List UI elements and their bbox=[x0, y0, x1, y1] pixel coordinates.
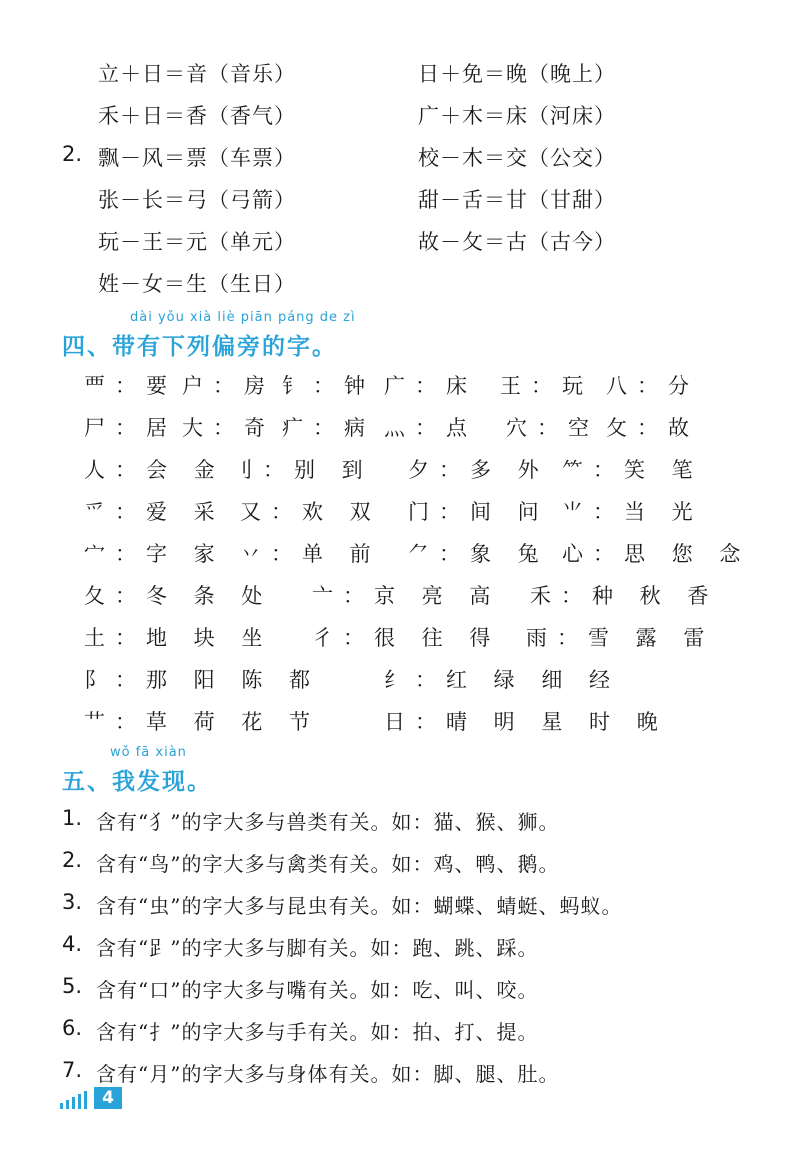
equation: 飘－风＝票（车票） bbox=[98, 146, 296, 170]
equation: 玩－王＝元（单元） bbox=[98, 230, 296, 254]
radical-entry: 夂：冬 条 处 bbox=[84, 584, 273, 608]
equation: 立＋日＝音（音乐） bbox=[98, 62, 296, 86]
radical-entry: 又：欢 双 bbox=[240, 500, 381, 524]
radical-entry: 丷：单 前 bbox=[240, 542, 381, 566]
radical-entry: 彳：很 往 得 bbox=[312, 626, 501, 650]
equation: 禾＋日＝香（香气） bbox=[98, 104, 296, 128]
radical-entry: 攵：故 bbox=[606, 416, 699, 440]
section5-pinyin: wǒ fā xiàn bbox=[110, 745, 187, 760]
discovery-text: 含有“犭”的字大多与兽类有关。如：猫、猴、狮。 bbox=[96, 810, 560, 834]
equation: 姓－女＝生（生日） bbox=[98, 272, 296, 296]
section4-title: 四、带有下列偏旁的字。 bbox=[62, 334, 337, 360]
discovery-text: 含有“虫”的字大多与昆虫有关。如：蝴蝶、蜻蜓、蚂蚁。 bbox=[96, 894, 623, 918]
radical-entry: ⺮：笑 笔 bbox=[562, 458, 703, 482]
equation: 日＋免＝晚（晚上） bbox=[418, 62, 616, 86]
radical-entry: 穴：空 bbox=[506, 416, 599, 440]
radical-entry: 艹：草 荷 花 节 bbox=[84, 710, 321, 734]
equation: 故－攵＝古（古今） bbox=[418, 230, 616, 254]
radical-entry: 八：分 bbox=[606, 374, 699, 398]
radical-entry: 钅：钟 bbox=[282, 374, 375, 398]
radical-entry: 爫：爱 采 bbox=[84, 500, 225, 524]
discovery-number: 5. bbox=[62, 974, 83, 998]
radical-entry: 疒：病 bbox=[282, 416, 375, 440]
discovery-number: 6. bbox=[62, 1016, 83, 1040]
radical-entry: 户：房 bbox=[182, 374, 275, 398]
radical-entry: ⺌：当 光 bbox=[562, 500, 703, 524]
radical-entry: 覀：要 bbox=[84, 374, 177, 398]
page-number-badge: 4 bbox=[94, 1087, 122, 1109]
discovery-text: 含有“扌”的字大多与手有关。如：拍、打、提。 bbox=[96, 1020, 539, 1044]
discovery-number: 3. bbox=[62, 890, 83, 914]
radical-entry: 禾：种 秋 香 bbox=[530, 584, 719, 608]
radical-entry: 王：玩 bbox=[500, 374, 593, 398]
discovery-text: 含有“口”的字大多与嘴有关。如：吃、叫、咬。 bbox=[96, 978, 539, 1002]
discovery-number: 2. bbox=[62, 848, 83, 872]
radical-entry: 门：间 问 bbox=[408, 500, 549, 524]
discovery-number: 4. bbox=[62, 932, 83, 956]
radical-entry: 亠：京 亮 高 bbox=[312, 584, 501, 608]
section4-pinyin: dài yǒu xià liè piān páng de zì bbox=[130, 310, 356, 325]
radical-entry: 心：思 您 念 bbox=[562, 542, 751, 566]
radical-entry: 宀：字 家 bbox=[84, 542, 225, 566]
discovery-text: 含有“𧾷”的字大多与脚有关。如：跑、跳、踩。 bbox=[96, 936, 539, 960]
discovery-number: 1. bbox=[62, 806, 83, 830]
equation: 张－长＝弓（弓箭） bbox=[98, 188, 296, 212]
radical-entry: 雨：雪 露 雷 bbox=[526, 626, 715, 650]
section5-title: 五、我发现。 bbox=[62, 769, 212, 795]
radical-entry: 广：床 bbox=[384, 374, 477, 398]
equation: 校－木＝交（公交） bbox=[418, 146, 616, 170]
equation: 甜－舌＝甘（甘甜） bbox=[418, 188, 616, 212]
equation: 广＋木＝床（河床） bbox=[418, 104, 616, 128]
discovery-text: 含有“月”的字大多与身体有关。如：脚、腿、肚。 bbox=[96, 1062, 560, 1086]
signal-bars-icon bbox=[58, 1089, 92, 1109]
radical-entry: ⺈：象 兔 bbox=[408, 542, 549, 566]
item-number: 2. bbox=[62, 142, 83, 166]
radical-entry: 日：晴 明 星 时 晚 bbox=[384, 710, 668, 734]
discovery-number: 7. bbox=[62, 1058, 83, 1082]
discovery-text: 含有“鸟”的字大多与禽类有关。如：鸡、鸭、鹅。 bbox=[96, 852, 560, 876]
radical-entry: 人：会 金 bbox=[84, 458, 225, 482]
radical-entry: 尸：居 bbox=[84, 416, 177, 440]
radical-entry: 大：奇 bbox=[182, 416, 275, 440]
radical-entry: 灬：点 bbox=[384, 416, 477, 440]
radical-entry: 纟：红 绿 细 经 bbox=[384, 668, 621, 692]
radical-entry: 阝：那 阳 陈 都 bbox=[84, 668, 321, 692]
radical-entry: 夕：多 外 bbox=[408, 458, 549, 482]
radical-entry: 土：地 块 坐 bbox=[84, 626, 273, 650]
radical-entry: 刂：别 到 bbox=[232, 458, 373, 482]
